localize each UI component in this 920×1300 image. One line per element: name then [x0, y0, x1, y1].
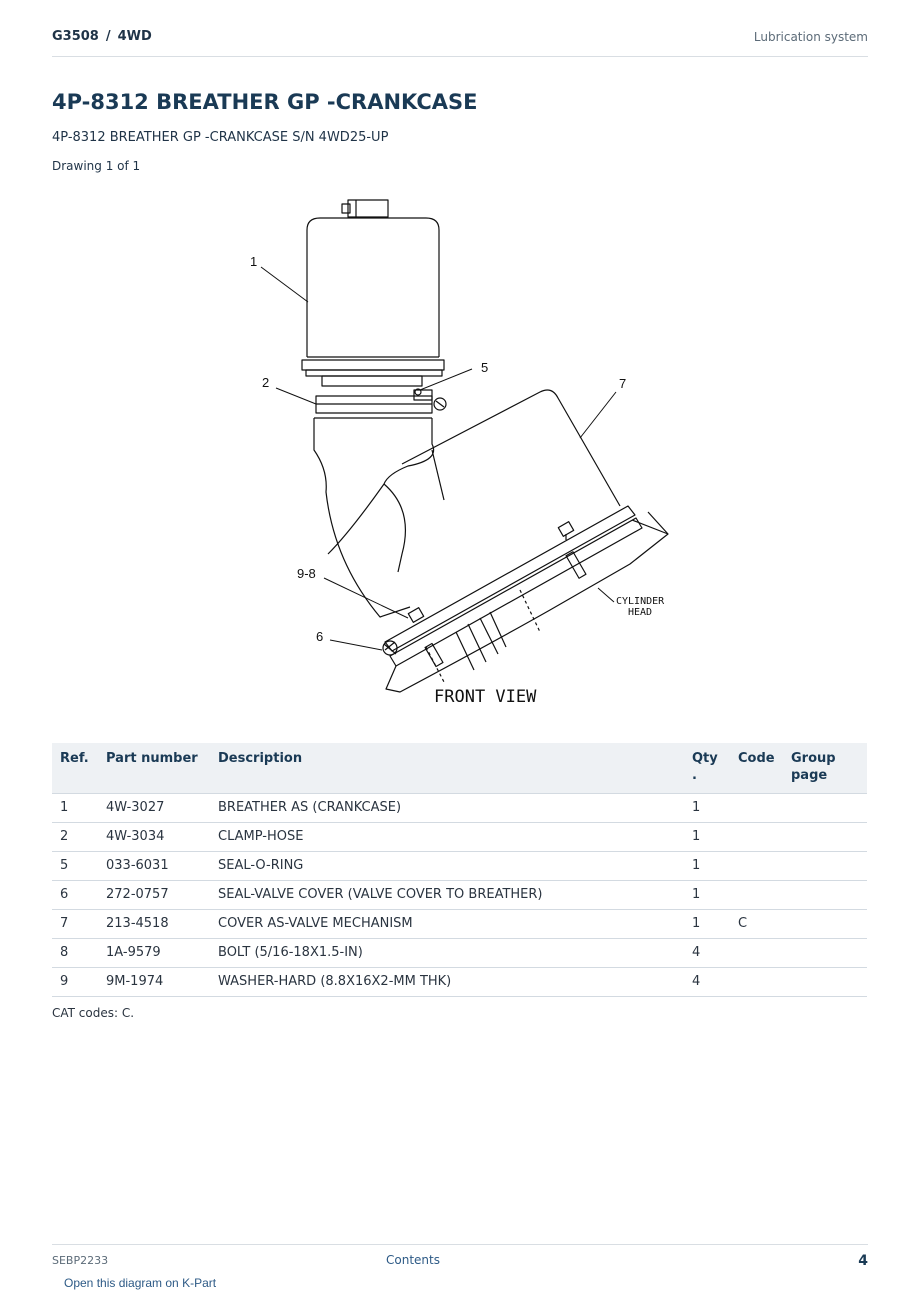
row-code: [730, 823, 783, 852]
row-part-number: 213-4518: [98, 910, 210, 939]
row-group-page: [783, 794, 867, 823]
row-code: [730, 968, 783, 997]
row-part-number: 9M-1974: [98, 968, 210, 997]
kpart-link[interactable]: Open this diagram on K-Part: [64, 1276, 217, 1290]
row-code: [730, 939, 783, 968]
row-part-number: 033-6031: [98, 852, 210, 881]
table-row: [52, 910, 867, 939]
connector-drawing: [342, 200, 388, 217]
table-row: [52, 794, 867, 823]
table-row: [52, 939, 867, 968]
serial-prefix-label: 4WD: [117, 29, 152, 44]
row-group-page: [783, 881, 867, 910]
col-group-page: [783, 743, 867, 794]
hose-elbow-drawing: [314, 418, 434, 617]
row-ref: 6: [52, 881, 98, 910]
page-title: 4P-8312 BREATHER GP -CRANKCASE: [52, 90, 478, 114]
row-qty: 1: [684, 852, 730, 881]
row-group-page: [783, 910, 867, 939]
row-description: CLAMP-HOSE: [210, 823, 684, 852]
page-header: [52, 28, 868, 57]
row-ref: 8: [52, 939, 98, 968]
row-code: [730, 881, 783, 910]
callout-2: 2: [262, 375, 270, 390]
row-qty: 1: [684, 910, 730, 939]
page-footer: [52, 1244, 868, 1275]
col-group-line1: Group: [791, 751, 836, 766]
row-group-page: [783, 823, 867, 852]
breather-diagram: [230, 192, 690, 712]
callout-6: 6: [316, 629, 324, 644]
breadcrumb-separator: /: [105, 29, 111, 44]
col-code: Code: [730, 743, 783, 794]
table-row: [52, 881, 867, 910]
breather-canister-drawing: [302, 218, 444, 386]
row-qty: 1: [684, 823, 730, 852]
row-qty: 1: [684, 794, 730, 823]
col-part-number: Part number: [98, 743, 210, 794]
row-description: BOLT (5/16-18X1.5-IN): [210, 939, 684, 968]
col-qty-line1: Qty: [692, 751, 718, 766]
cat-codes-note: CAT codes: C.: [52, 1006, 135, 1020]
row-group-page: [783, 852, 867, 881]
cylinder-head-label-line2: HEAD: [628, 607, 653, 618]
row-description: SEAL-O-RING: [210, 852, 684, 881]
col-qty-line2: .: [692, 768, 697, 783]
breadcrumb: [52, 29, 152, 44]
row-description: BREATHER AS (CRANKCASE): [210, 794, 684, 823]
row-ref: 1: [52, 794, 98, 823]
row-code: [730, 852, 783, 881]
row-description: WASHER-HARD (8.8X16X2-MM THK): [210, 968, 684, 997]
parts-table-body: [52, 794, 867, 997]
row-part-number: 272-0757: [98, 881, 210, 910]
callout-1: 1: [250, 254, 258, 269]
section-name: Lubrication system: [753, 30, 868, 44]
col-ref: Ref.: [52, 743, 98, 794]
table-row: [52, 852, 867, 881]
document-id: SEBP2233: [52, 1254, 109, 1267]
row-ref: 9: [52, 968, 98, 997]
callout-5: 5: [481, 360, 489, 375]
col-group-line2: page: [791, 768, 828, 783]
col-qty: [684, 743, 730, 794]
callout-7: 7: [619, 376, 627, 391]
row-qty: 4: [684, 939, 730, 968]
col-description: Description: [210, 743, 684, 794]
contents-link[interactable]: Contents: [386, 1253, 440, 1267]
row-part-number: 4W-3034: [98, 823, 210, 852]
page-subtitle: 4P-8312 BREATHER GP -CRANKCASE S/N 4WD25-UP: [52, 130, 389, 145]
drawing-count: Drawing 1 of 1: [52, 159, 141, 173]
row-ref: 2: [52, 823, 98, 852]
callout-9-8: 9-8: [297, 566, 316, 581]
cylinder-head-label-line1: CYLINDER: [616, 596, 665, 607]
row-ref: 7: [52, 910, 98, 939]
row-code: C: [730, 910, 783, 939]
parts-table-header: [52, 743, 867, 794]
parts-table: [52, 743, 867, 997]
model-label: G3508: [52, 29, 99, 44]
row-group-page: [783, 968, 867, 997]
row-code: [730, 794, 783, 823]
row-description: SEAL-VALVE COVER (VALVE COVER TO BREATHER): [210, 881, 684, 910]
row-description: COVER AS-VALVE MECHANISM: [210, 910, 684, 939]
row-ref: 5: [52, 852, 98, 881]
table-row: [52, 823, 867, 852]
row-group-page: [783, 939, 867, 968]
page-number: 4: [858, 1253, 868, 1269]
front-view-label: FRONT VIEW: [434, 687, 537, 707]
clamp-drawing: [316, 389, 446, 413]
row-part-number: 4W-3027: [98, 794, 210, 823]
table-row: [52, 968, 867, 997]
row-part-number: 1A-9579: [98, 939, 210, 968]
row-qty: 1: [684, 881, 730, 910]
row-qty: 4: [684, 968, 730, 997]
